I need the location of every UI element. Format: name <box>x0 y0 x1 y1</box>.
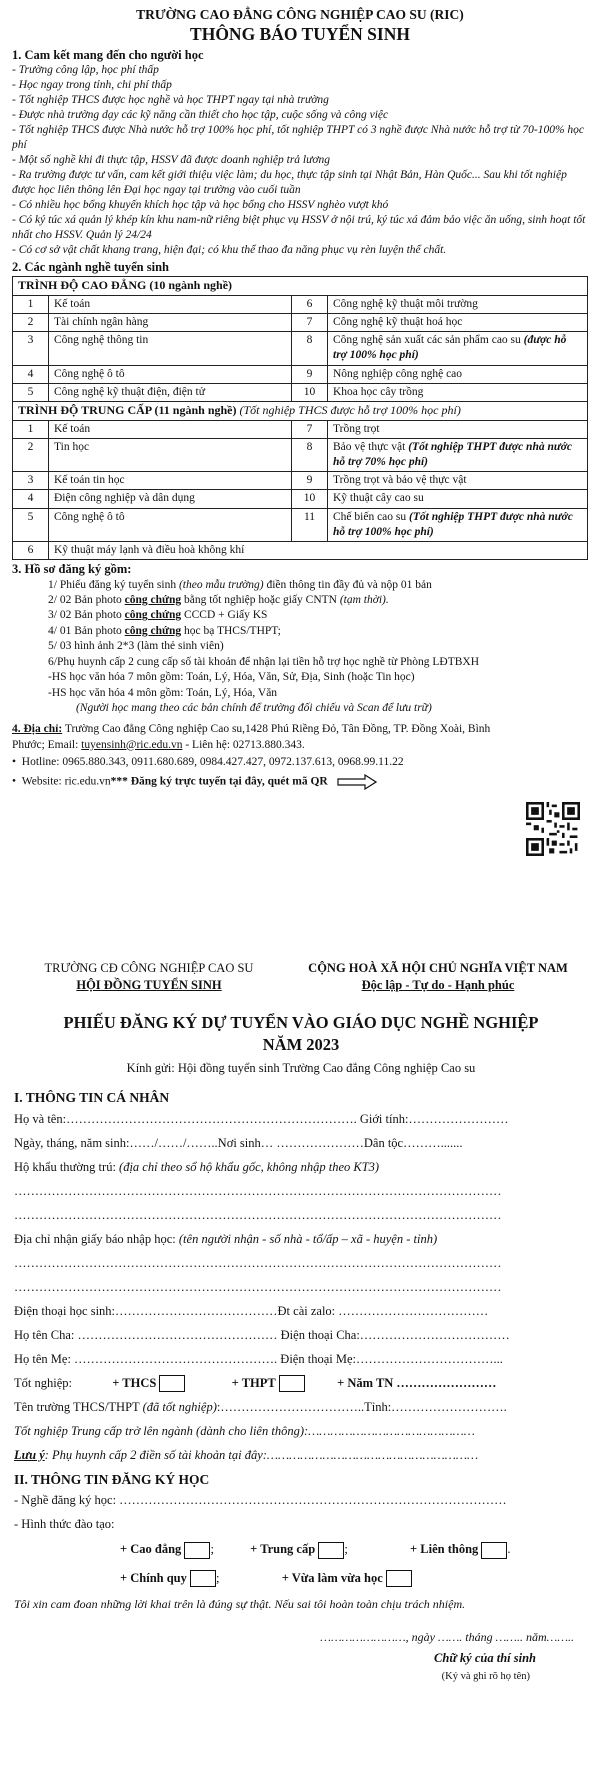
hotline <box>12 755 588 770</box>
mother-field[interactable]: Họ tên Mẹ: …………………………………………. Điện thoại Mẹ:……………………………... <box>14 1351 503 1366</box>
mailing-address-label <box>14 1227 588 1251</box>
table-row <box>13 314 588 332</box>
date-line[interactable]: ……………………, ngày ……. tháng …….. năm…….. <box>320 1630 574 1645</box>
row-number: 10 <box>292 490 328 508</box>
graduation-row <box>14 1371 588 1395</box>
program-note: (Tốt nghiệp THPT được nhà nước hỗ trợ 70% học phí) <box>333 440 573 469</box>
commitment-item: - Được nhà trường dạy các kỹ năng cần thiết cho học tập, cuộc sống và công việc <box>12 109 389 122</box>
program-name: Kế toán <box>49 295 292 313</box>
thpt-checkbox[interactable] <box>279 1375 305 1392</box>
residence-field[interactable]: ……………………………………………………………………………………………………… <box>14 1183 502 1198</box>
school-name-field[interactable] <box>14 1395 588 1419</box>
national-header <box>288 960 588 994</box>
intermediate-level-title: TRÌNH ĐỘ TRUNG CẤP (11 ngành nghề) <box>18 402 237 417</box>
doc-text: 1/ Phiếu đăng ký tuyển sinh <box>48 578 179 591</box>
commitment-item: - Một số nghề khi đi thực tập, HSSV đã được doanh nghiệp trả lương <box>12 154 331 167</box>
doc-note: (theo mẫu trường) <box>178 578 264 591</box>
doc-text: điền thông tin đầy đủ và nộp 01 bản <box>263 578 432 591</box>
council-name: HỘI ĐỒNG TUYỂN SINH <box>76 977 222 992</box>
document-item <box>48 624 588 639</box>
school-field-dots: :……………………………..Tỉnh:………………………. <box>216 1399 507 1414</box>
residence-label-text: Hộ khẩu thường trú: <box>14 1159 120 1174</box>
thpt-label: + THPT <box>231 1375 276 1390</box>
program-cell <box>328 332 588 365</box>
program-name: Tin học <box>49 438 292 471</box>
school-field-hint: (đã tốt nghiệp) <box>142 1399 217 1414</box>
document-item <box>48 578 588 593</box>
row-number: 11 <box>292 508 328 541</box>
address-label: 4. Địa chỉ: <box>12 723 63 736</box>
row-number: 9 <box>292 365 328 383</box>
declaration: Tôi xin cam đoan những lời khai trên là đúng sự thật. Nếu sai tôi hoàn toàn chịu trách nhiệm. <box>14 1596 466 1611</box>
mailing-address-hint: (tên người nhận - số nhà - tổ/ấp – xã - huyện - tỉnh) <box>178 1231 438 1246</box>
thcs-checkbox[interactable] <box>159 1375 185 1392</box>
bank-account-text: : Phụ huynh cấp 2 điền số tài khoản tại đây:………………………………………………… <box>44 1447 479 1462</box>
form-header <box>14 960 588 994</box>
section-personal-title: I. THÔNG TIN CÁ NHÂN <box>14 1089 170 1105</box>
graduation-label: Tốt nghiệp: <box>14 1375 72 1390</box>
doc-text: CCCD + Giấy KS <box>181 609 268 622</box>
commitment-item: - Có ký túc xá quản lý khép kín khu nam-nữ riêng biệt phục vụ HSSV ở nội trú, ký túc xá đảm bảo việc ăn uống, sinh hoạt tốt nhất cho HSSV. Quản lý 24/24 <box>12 213 586 241</box>
residence-hint: (địa chỉ theo sổ hộ khẩu gốc, không nhập theo KT3) <box>119 1159 380 1174</box>
row-number: 8 <box>292 438 328 471</box>
program-name: Khoa học cây trồng <box>328 383 588 401</box>
documents-list <box>12 578 588 717</box>
school-field-label: Tên trường THCS/THPT <box>14 1399 143 1414</box>
bank-account-field[interactable] <box>14 1443 588 1467</box>
study-mode-row: + Chính quy ; + Vừa làm vừa học <box>14 1563 588 1593</box>
row-number: 1 <box>13 420 49 438</box>
website-line <box>12 774 588 790</box>
doc-text: 3/ 02 Bản photo <box>48 609 125 622</box>
form-title-line1: PHIẾU ĐĂNG KÝ DỰ TUYỂN VÀO GIÁO DỤC NGHỀ NGHIỆP <box>63 1012 539 1032</box>
table-row <box>13 420 588 438</box>
row-number: 6 <box>292 295 328 313</box>
residence-field[interactable]: ……………………………………………………………………………………………………… <box>14 1207 502 1222</box>
name-field[interactable]: Họ và tên:……………………………………………………………. Giới tính:…………………… <box>14 1111 509 1126</box>
page-separator <box>0 910 600 940</box>
table-row <box>13 472 588 490</box>
row-number: 9 <box>292 472 328 490</box>
table-row <box>13 365 588 383</box>
program-name: Kỹ thuật cây cao su <box>328 490 588 508</box>
qr-code-icon[interactable] <box>526 802 580 856</box>
programs-table <box>12 276 588 560</box>
table-row <box>13 438 588 471</box>
row-number: 2 <box>13 438 49 471</box>
commitment-item: - Có nhiều học bổng khuyến khích học tập và học bổng cho HSSV nghèo vượt khó <box>12 198 389 211</box>
intermediate-level-note: (Tốt nghiệp THCS được hỗ trợ 100% học phí) <box>239 402 461 417</box>
notice-title: THÔNG BÁO TUYỂN SINH <box>190 23 410 44</box>
residence-label <box>14 1155 588 1179</box>
doc-emphasis: công chứng <box>124 624 182 637</box>
parttime-label: + Vừa làm vừa học <box>281 1570 383 1585</box>
fulltime-label: + Chính quy <box>120 1570 187 1585</box>
program-name: Chế biến cao su <box>333 510 407 523</box>
document-item <box>48 608 588 623</box>
level-row: + Cao đẳng ; + Trung cấp ; + Liên thông . <box>14 1536 588 1562</box>
address-block <box>12 722 588 753</box>
phone-field[interactable]: Điện thoại học sinh:…………………………………Đt cài zalo: ……………………………… <box>14 1303 489 1318</box>
doc-note: (tạm thời). <box>339 594 389 607</box>
contact-phone: - Liên hệ: 02713.880.343. <box>182 738 305 751</box>
intermediate-checkbox[interactable] <box>318 1542 344 1559</box>
doc-text: học bạ THCS/THPT; <box>181 624 281 637</box>
table-row <box>13 332 588 365</box>
fulltime-checkbox[interactable] <box>190 1570 216 1587</box>
row-number: 1 <box>13 295 49 313</box>
addressee: Kính gửi: Hội đồng tuyển sinh Trường Cao đẳng Công nghiệp Cao su <box>126 1061 476 1076</box>
program-name: Công nghệ ô tô <box>49 508 292 541</box>
section-commitments-title: 1. Cam kết mang đến cho người học <box>12 47 204 62</box>
row-number: 2 <box>13 314 49 332</box>
mailing-address-field[interactable]: ……………………………………………………………………………………………………… <box>14 1279 502 1294</box>
school-name: TRƯỜNG CĐ CÔNG NGHIỆP CAO SU <box>44 961 254 975</box>
program-name: Kỹ thuật máy lạnh và điều hoà không khí <box>49 541 588 559</box>
father-field[interactable]: Họ tên Cha: ………………………………………… Điện thoại Cha:……………………………… <box>14 1327 510 1342</box>
form-title <box>14 1012 588 1057</box>
signature-hint: (Ký và ghi rõ họ tên) <box>441 1670 530 1682</box>
program-name: Trồng trọt <box>328 420 588 438</box>
form-title-year: NĂM 2023 <box>262 1035 340 1055</box>
signature-label: Chữ ký của thí sinh <box>434 1651 536 1666</box>
school-header <box>14 960 284 994</box>
website-link[interactable]: Website: ric.edu.vn <box>21 775 111 788</box>
section-documents-title: 3. Hồ sơ đăng ký gồm: <box>12 562 132 577</box>
document-item: 5/ 03 hình ảnh 2*3 (làm thẻ sinh viên) <box>48 640 224 653</box>
training-mode-label: - Hình thức đào tạo: <box>14 1517 115 1532</box>
table-row <box>13 490 588 508</box>
doc-emphasis: công chứng <box>124 609 182 622</box>
bullet-icon: • <box>12 756 22 769</box>
doc-text: 2/ 02 Bản photo <box>48 594 125 607</box>
college-level-header: TRÌNH ĐỘ CAO ĐẲNG (10 ngành nghề) <box>13 277 588 296</box>
table-row <box>13 295 588 313</box>
table-row <box>13 508 588 541</box>
arrow-right-icon <box>337 774 377 790</box>
program-name: Nông nghiệp công nghệ cao <box>328 365 588 383</box>
mailing-address-text: Địa chỉ nhận giấy báo nhập học: <box>14 1231 179 1246</box>
program-name: Điện công nghiệp và dân dụng <box>49 490 292 508</box>
row-number: 6 <box>13 541 49 559</box>
program-name: Kế toán tin học <box>49 472 292 490</box>
program-note: (Tốt nghiệp THPT được nhà nước hỗ trợ 100% học phí) <box>333 510 573 538</box>
program-name: Công nghệ kỹ thuật môi trường <box>328 295 588 313</box>
mailing-address-field[interactable]: ……………………………………………………………………………………………………… <box>14 1255 502 1270</box>
commitment-item: - Tốt nghiệp THCS được học nghề và học THPT ngay tại nhà trường <box>12 94 329 107</box>
country-name: CỘNG HOÀ XÃ HỘI CHỦ NGHĨA VIỆT NAM <box>308 961 568 975</box>
document-item <box>48 593 588 608</box>
row-number: 8 <box>292 332 328 365</box>
section-programs-title: 2. Các ngành nghề tuyển sinh <box>12 259 169 274</box>
commitment-item: - Ra trường được tư vấn, cam kết giới thiệu việc làm; du học, thực tập sinh tại Nhật Bản, Hàn Quốc... Sau khi tốt nghiệp được học liên thông lên Đại học ngay tại trường vào cuối tuần <box>12 168 567 196</box>
transfer-checkbox[interactable] <box>481 1542 507 1559</box>
graduation-year-field[interactable]: + Năm TN …………………… <box>337 1375 497 1390</box>
school-name: TRƯỜNG CAO ĐẲNG CÔNG NGHIỆP CAO SU (RIC) <box>136 7 464 22</box>
row-number: 10 <box>292 383 328 401</box>
hotline-text: Hotline: 0965.880.343, 0911.680.689, 0984.427.427, 0972.137.613, 0968.99.11.22 <box>21 756 404 769</box>
row-number: 3 <box>13 472 49 490</box>
table-row <box>13 383 588 401</box>
intermediate-label: + Trung cấp <box>250 1542 316 1557</box>
table-row <box>13 541 588 559</box>
document-note: (Người học mang theo các bản chính để trường đối chiếu và Scan để lưu trữ) <box>76 701 432 714</box>
note-label: Lưu ý <box>14 1447 45 1462</box>
email-link[interactable]: tuyensinh@ric.edu.vn <box>81 738 183 751</box>
transfer-field[interactable]: Tốt nghiệp Trung cấp trở lên ngành (dành cho liên thông):……………………………………… <box>14 1423 475 1438</box>
row-number: 5 <box>13 508 49 541</box>
document-item: -HS học văn hóa 7 môn gồm: Toán, Lý, Hóa, Văn, Sử, Địa, Sinh (hoặc Tin học) <box>48 671 415 684</box>
national-motto: Độc lập - Tự do - Hạnh phúc <box>361 977 515 992</box>
doc-text: bằng tốt nghiệp hoặc giấy CNTN <box>181 594 340 607</box>
program-name: Công nghệ kỹ thuật điện, điện tử <box>49 383 292 401</box>
doc-text: 4/ 01 Bản photo <box>48 624 125 637</box>
section-study-title: II. THÔNG TIN ĐĂNG KÝ HỌC <box>14 1471 210 1487</box>
program-field[interactable]: - Nghề đăng ký học: ………………………………………………………………………………… <box>14 1493 507 1508</box>
commitment-item: - Trường công lập, học phí thấp <box>12 64 159 77</box>
transfer-label: + Liên thông <box>410 1542 479 1557</box>
college-checkbox[interactable] <box>184 1542 210 1559</box>
commitment-item: - Có cơ sở vật chất khang trang, hiện đại; có khu thể thao đa năng phục vụ rèn luyện thể chất. <box>12 243 447 256</box>
program-name: Công nghệ thông tin <box>49 332 292 365</box>
thcs-label: + THCS <box>112 1375 157 1390</box>
program-cell <box>328 438 588 471</box>
program-cell <box>328 508 588 541</box>
commitment-item: - Tốt nghiệp THCS được Nhà nước hỗ trợ 100% học phí, tốt nghiệp THPT có 3 nghề được Nhà nước hỗ trợ từ 70-100% học phí <box>12 124 585 152</box>
program-name: Trồng trọt và bảo vệ thực vật <box>328 472 588 490</box>
doc-emphasis: công chứng <box>124 594 182 607</box>
program-name: Tài chính ngân hàng <box>49 314 292 332</box>
address-text: Trường Cao đẳng Công nghiệp Cao su,1428 Phú Riềng Đỏ, Tân Đồng, TP. Đồng Xoài, Bình Phước; Email: <box>12 723 491 751</box>
intermediate-level-header <box>13 401 588 420</box>
row-number: 5 <box>13 383 49 401</box>
row-number: 7 <box>292 420 328 438</box>
program-note: (được hỗ trợ 100% học phí) <box>333 334 567 362</box>
program-name: Kế toán <box>49 420 292 438</box>
program-name: Công nghệ kỹ thuật hoá học <box>328 314 588 332</box>
row-number: 4 <box>13 490 49 508</box>
program-name: Công nghệ sản xuất các sản phẩm cao su <box>333 334 521 347</box>
birth-field[interactable]: Ngày, tháng, năm sinh:……/……/……..Nơi sinh… …………………Dân tộc………....... <box>14 1135 463 1150</box>
college-label: + Cao đẳng <box>120 1542 182 1557</box>
row-number: 7 <box>292 314 328 332</box>
document-item: 6/Phụ huynh cấp 2 cung cấp số tài khoản để nhận lại tiền hỗ trợ học nghề từ Phòng LĐTBXH <box>48 655 480 668</box>
commitment-item: - Học ngay trong tỉnh, chi phí thấp <box>12 79 172 92</box>
bullet-icon: • <box>12 775 22 788</box>
row-number: 4 <box>13 365 49 383</box>
registration-form <box>0 940 600 1780</box>
website-note: *** Đăng ký trực tuyến tại đây, quét mã QR <box>110 775 328 788</box>
row-number: 3 <box>13 332 49 365</box>
document-item: -HS học văn hóa 4 môn gồm: Toán, Lý, Hóa, Văn <box>48 686 278 699</box>
parttime-checkbox[interactable] <box>386 1570 412 1587</box>
program-name: Công nghệ ô tô <box>49 365 292 383</box>
program-name: Bảo vệ thực vật <box>333 440 406 453</box>
